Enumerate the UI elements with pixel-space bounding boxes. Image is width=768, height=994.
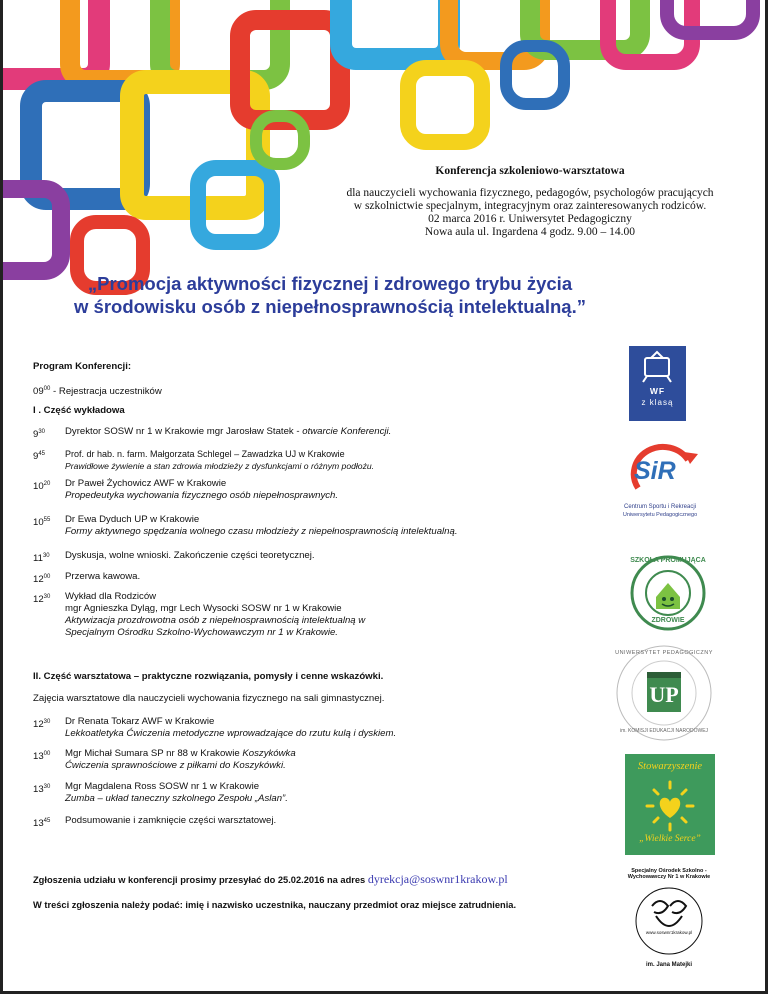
time-hour: 13: [33, 751, 44, 762]
program-heading: Program Konferencji:: [33, 361, 132, 372]
sosw-ring-bottom: im. Jana Matejki: [645, 962, 693, 968]
registration-text: Zgłoszenia udziału w konferencji prosimy przesyłać do 25.02.2016 na adres: [33, 875, 368, 885]
email-link[interactable]: dyrekcja@soswnr1krakow.pl: [367, 872, 508, 886]
registration-line: [33, 383, 162, 398]
agenda-subtitle: Aktywizacja prozdrowotna osób z niepełnosprawnością intelektualną w: [65, 615, 366, 626]
sir-subname: Uniwersytetu Pedagogicznego: [622, 512, 698, 518]
agenda-text-italic: Koszykówka: [242, 748, 296, 759]
agenda-text: Mgr Michał Sumara SP nr 88 w Krakowie: [65, 748, 243, 759]
up-ring-top: UNIWERSYTET PEDAGOGICZNY: [615, 650, 713, 656]
part2-intro: Zajęcia warsztatowe dla nauczycieli wychowania fizycznego na sali gimnastycznej.: [33, 693, 385, 704]
time-hour: 09: [33, 386, 44, 397]
agenda-text: Przerwa kawowa.: [65, 571, 141, 582]
wf-icon: [629, 346, 686, 421]
time-min: 30: [43, 594, 51, 600]
time-min: 00: [43, 751, 51, 757]
agenda-text-2: mgr Agnieszka Dyląg, mgr Lech Wysocki SOSW nr 1 w Krakowie: [65, 603, 342, 614]
agenda-text: Prof. dr hab. n. farm. Małgorzata Schlegel – Zawadzka UJ w Krakowie: [65, 449, 345, 459]
agenda-text: Dr Renata Tokarz AWF w Krakowie: [65, 716, 215, 727]
time-min: 30: [43, 719, 51, 725]
time-min: 45: [43, 818, 51, 824]
up-ring-bottom: im. KOMISJI EDUKACJI NARODOWEJ: [619, 728, 709, 734]
part2-heading: II. Część warsztatowa – praktyczne rozwiązania, pomysły i cenne wskazówki.: [33, 671, 384, 682]
time-min: 00: [43, 574, 51, 580]
agenda-text-italic: otwarcie Konferencji.: [302, 426, 392, 437]
agenda-text: Dyrektor SOSW nr 1 w Krakowie mgr Jarosław Statek -: [65, 426, 303, 437]
agenda-subtitle: Lekkoatletyka Ćwiczenia metodyczne wprowadzające do rzutu kulą i dyskiem.: [65, 728, 397, 739]
association-name: Stowarzyszenie: [637, 761, 703, 772]
agenda-subtitle: Zumba – układ taneczny szkolnego Zespołu „Aslan”.: [65, 793, 288, 804]
time-hour: 10: [33, 517, 44, 528]
up-logo: [614, 642, 714, 744]
time-hour: 12: [33, 594, 44, 605]
title-line-2: w środowisku osób z niepełnosprawnością intelektualną.”: [74, 296, 586, 317]
time-hour: 9: [33, 451, 39, 462]
time-min: 30: [42, 553, 50, 559]
agenda-text: Dr Paweł Żychowicz AWF w Krakowie: [65, 478, 227, 489]
sir-name: Centrum Sportu i Rekreacji: [623, 504, 697, 510]
time-hour: 13: [33, 784, 44, 795]
agenda-subtitle: Propedeutyka wychowania fizycznego osób niepełnosprawnych.: [65, 490, 339, 501]
time-min: 30: [38, 429, 46, 435]
detail-line: dla nauczycieli wychowania fizycznego, pedagogów, psychologów pracujących: [346, 187, 714, 199]
time-min: 30: [43, 784, 51, 790]
sosw-seal: [614, 866, 724, 976]
title-line-1: „Promocja aktywności fizycznej i zdrowego trybu życia: [87, 273, 573, 294]
health-school-logo: [622, 553, 714, 633]
time-hour: 9: [33, 429, 39, 440]
time-min: 20: [43, 481, 51, 487]
time-hour: 10: [33, 481, 44, 492]
agenda-text: Dr Ewa Dyduch UP w Krakowie: [65, 514, 200, 525]
sosw-ring-text: Specjalny Ośrodek Szkolno - Wychowawczy Nr 1 w Krakowie: [627, 868, 711, 880]
agenda-subtitle: Formy aktywnego spędzania wolnego czasu młodzieży z niepełnosprawnością intelektualną.: [65, 526, 458, 537]
agenda-subtitle-2: Specjalnym Ośrodku Szkolno-Wychowawczym nr 1 w Krakowie.: [65, 627, 338, 638]
time-min: 45: [38, 451, 46, 457]
agenda-subtitle: Prawidłowe żywienie a stan zdrowia młodzieży z dysfunkcjami o różnym podłożu.: [65, 461, 375, 471]
health-school-bottom-text: ZDROWIE: [651, 617, 685, 624]
agenda-subtitle: Ćwiczenia sprawnościowe z piłkami do Koszykówki.: [65, 760, 286, 771]
agenda-text: Podsumowanie i zamknięcie części warsztatowej.: [65, 815, 277, 826]
wf-logo-text: WF: [649, 386, 666, 396]
sir-letters: SiR: [634, 457, 676, 485]
time-hour: 12: [33, 574, 44, 585]
up-letters: UP: [649, 682, 679, 707]
conference-type: Konferencja szkoleniowo-warsztatowa: [435, 165, 625, 177]
sosw-url: www.soswnr1krakow.pl: [645, 930, 693, 935]
agenda-text: Wykład dla Rodziców: [65, 591, 157, 602]
registration-info: [33, 873, 593, 886]
sir-logo: [618, 440, 702, 535]
wf-logo-subtext: z klasą: [641, 398, 674, 407]
agenda-text: Dyskusja, wolne wnioski. Zakończenie części teoretycznej.: [65, 550, 315, 561]
conference-title: [0, 272, 660, 318]
association-motto: „Wielkie Serce”: [639, 834, 701, 844]
wielkie-serce-logo: [625, 754, 715, 855]
detail-line: 02 marca 2016 r. Uniwersytet Pedagogiczny: [428, 213, 632, 225]
health-school-top-text: SZKOŁA PROMUJĄCA: [630, 557, 706, 564]
time-min: 55: [43, 517, 51, 523]
time-hour: 13: [33, 818, 44, 829]
time-min: 00: [43, 386, 51, 392]
detail-line: w szkolnictwie specjalnym, integracyjnym oraz zainteresowanych rodziców.: [353, 200, 707, 212]
time-hour: 11: [33, 553, 43, 564]
registration-requirements: W treści zgłoszenia należy podać: imię i nazwisko uczestnika, nauczany przedmiot oraz miejsce zatrudnienia.: [33, 900, 517, 910]
part1-heading: I . Część wykładowa: [33, 405, 125, 416]
registration-text: - Rejestracja uczestników: [50, 386, 162, 397]
wf-logo: [629, 346, 686, 421]
detail-line: Nowa aula ul. Ingardena 4 godz. 9.00 – 14.00: [424, 226, 636, 238]
conference-details: [300, 187, 760, 239]
sosw-seal-icon: [614, 866, 724, 976]
agenda-text: Mgr Magdalena Ross SOSW nr 1 w Krakowie: [65, 781, 260, 792]
time-hour: 12: [33, 719, 44, 730]
